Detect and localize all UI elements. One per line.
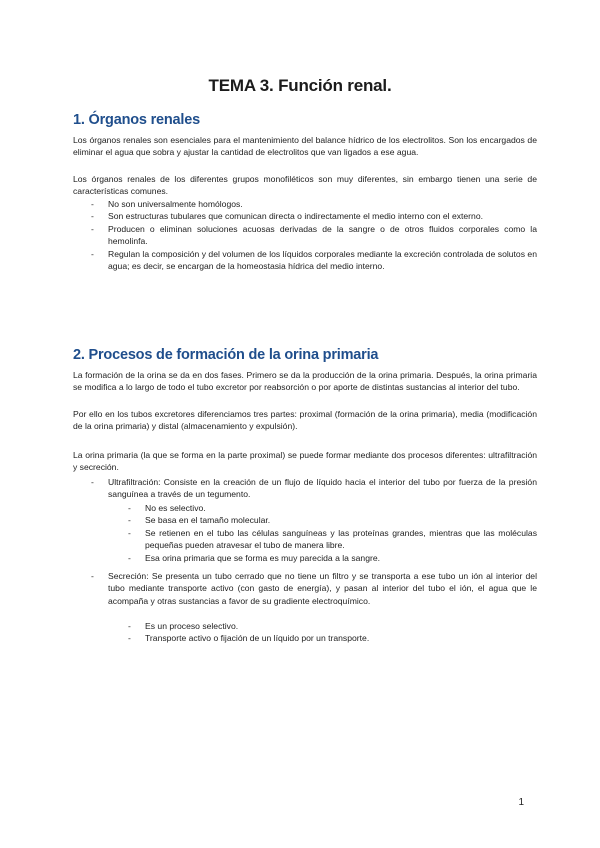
list-item-ultrafiltracion: - Ultrafiltración: Consiste en la creación de un flujo de líquido hacia el interior del tubo por fuerza de la presión sanguínea a través de un tegumento. — [91, 477, 537, 500]
bullet-dash: - — [91, 571, 94, 581]
bullet-dash: - — [128, 527, 131, 538]
bullet-list — [91, 198, 537, 272]
list-item: - Producen o eliminan soluciones acuosas derivadas de la sangre o de otros fluidos corporales como la hemolinfa. — [91, 223, 537, 247]
paragraph: Los órganos renales son esenciales para el mantenimiento del balance hídrico de los electrolitos. Son los encargados de eliminar el agua que sobra y ajustar la cantidad de electrolitos que van ligados a ese agua. — [73, 135, 537, 158]
paragraph: Por ello en los tubos excretores diferenciamos tres partes: proximal (formación de la orina primaria), media (modificación de la orina primaria) y distal (almacenamiento y expulsión). — [73, 409, 537, 432]
list-item-secrecion: - Secreción: Se presenta un tubo cerrado que no tiene un filtro y se transporta a ese tubo un ión al interior del tubo mediante transporte activo (con gasto de energía), y pasan al interior del tubo el ión, el agua que le acompaña y otras sustancias a favor de su gradiente electroquímico. — [91, 571, 537, 606]
list-item: - Son estructuras tubulares que comunican directa o indirectamente el medio interno con el externo. — [91, 211, 483, 222]
list-item: - Esa orina primaria que se forma es muy parecida a la sangre. — [128, 552, 381, 563]
sub-bullet-list — [128, 502, 537, 564]
bullet-list — [91, 570, 537, 607]
list-item: - Transporte activo o fijación de un líquido por un transporte. — [128, 633, 370, 644]
section-heading-organos: 1. Órganos renales — [73, 112, 200, 128]
document-title: TEMA 3. Función renal. — [208, 76, 392, 95]
bullet-dash: - — [128, 633, 131, 644]
list-item: - Es un proceso selectivo. — [128, 621, 239, 631]
list-item: - Se retienen en el tubo las células sanguíneas y las proteínas grandes, mientras que las moléculas pequeñas pueden atravesar el tubo de manera libre. — [128, 527, 537, 551]
bullet-list — [91, 476, 537, 501]
paragraph: La orina primaria (la que se forma en la parte proximal) se puede formar mediante dos procesos diferentes: ultrafiltración y secreción. — [73, 450, 537, 473]
section-heading-procesos: 2. Procesos de formación de la orina primaria — [73, 347, 379, 363]
list-item: - Regulan la composición y del volumen de los líquidos corporales mediante la excreción controlada de solutos en agua; es decir, se encargan de la homeostasia hídrica del medio interno. — [91, 248, 537, 272]
bullet-dash: - — [128, 621, 131, 631]
bullet-dash: - — [91, 199, 94, 209]
list-item: - No es selectivo. — [128, 503, 206, 513]
paragraph: Los órganos renales de los diferentes grupos monofiléticos son muy diferentes, sin embargo tienen una serie de características comunes. — [73, 174, 537, 197]
bullet-dash: - — [91, 223, 94, 234]
bullet-dash: - — [91, 211, 94, 222]
list-item: - No son universalmente homólogos. — [91, 199, 243, 209]
paragraph: La formación de la orina se da en dos fases. Primero se da la producción de la orina primaria. Después, la orina primaria se modifica a lo largo de todo el tubo excretor por reabsorción o por aporte de distintas sustancias al interior del tubo. — [73, 370, 537, 393]
bullet-dash: - — [128, 515, 131, 526]
bullet-dash: - — [91, 477, 94, 487]
sub-bullet-list — [128, 620, 537, 645]
page-number: 1 — [518, 797, 524, 808]
list-item: - Se basa en el tamaño molecular. — [128, 515, 271, 526]
bullet-dash: - — [91, 248, 94, 259]
bullet-dash: - — [128, 503, 131, 513]
bullet-dash: - — [128, 552, 131, 563]
